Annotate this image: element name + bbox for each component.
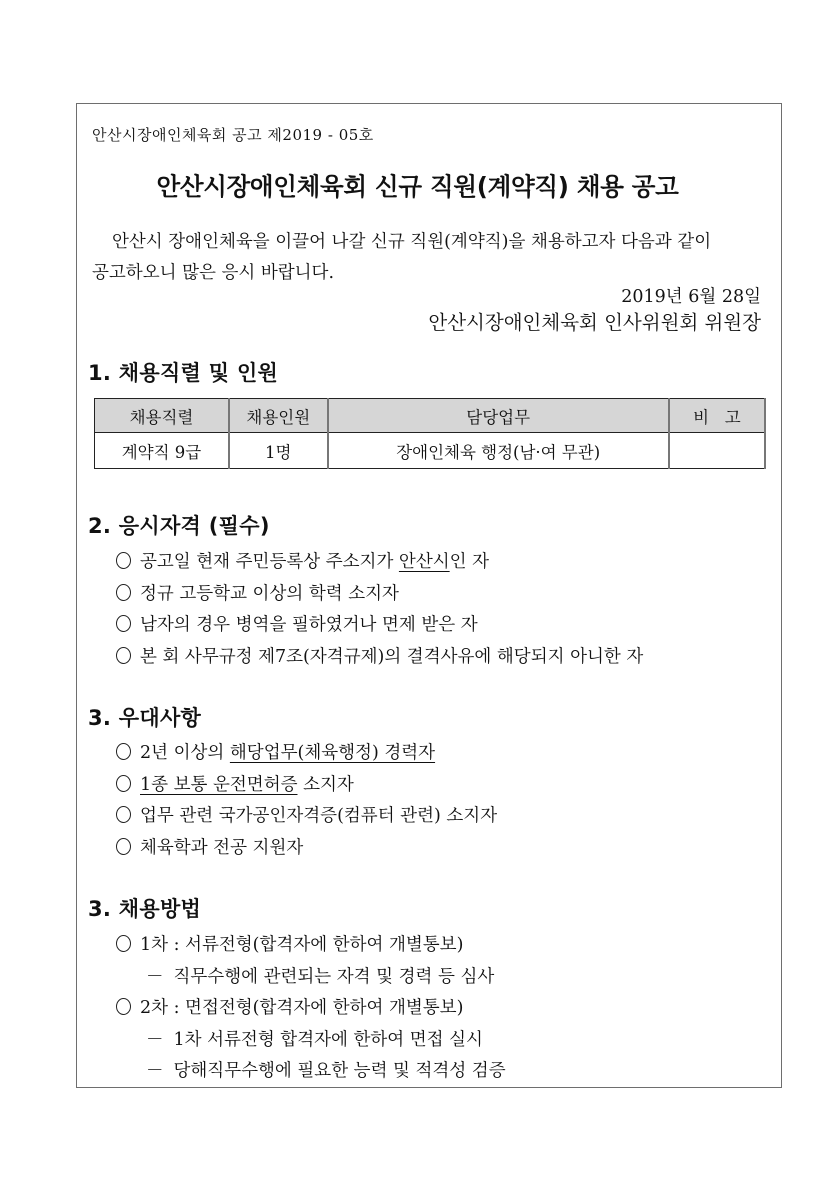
circle-bullet-icon xyxy=(116,775,131,792)
method-list xyxy=(116,928,506,1086)
list-item xyxy=(116,577,643,609)
signer: 안산시장애인체육회 인사위원회 위원장 xyxy=(428,311,761,334)
stage-1-text: 1차 : 서류전형(합격자에 한하여 개별통보) xyxy=(140,935,464,956)
table-header-cell: 채용인원 xyxy=(229,399,328,433)
circle-bullet-icon xyxy=(116,806,131,823)
circle-bullet-icon xyxy=(116,838,131,855)
item-text: 공고일 현재 주민등록상 주소지가 xyxy=(140,552,399,573)
circle-bullet-icon xyxy=(116,615,131,632)
item-text: 인 자 xyxy=(449,552,490,573)
circle-bullet-icon xyxy=(116,647,131,664)
list-item xyxy=(116,831,497,863)
list-item xyxy=(116,608,643,640)
item-text: 정규 고등학교 이상의 학력 소지자 xyxy=(140,583,399,604)
intro-line-2: 공고하오니 많은 응시 바랍니다. xyxy=(92,263,335,283)
intro-paragraph xyxy=(92,227,762,289)
item-text: 업무 관련 국가공인자격증(컴퓨터 관련) 소지자 xyxy=(140,806,498,827)
item-text: 당해직무수행에 필요한 능력 및 적격성 검증 xyxy=(173,1061,506,1082)
table-header-row xyxy=(95,399,766,433)
table-cell: 장애인체육 행정(남·여 무관) xyxy=(328,433,669,469)
stage-2-text: 2차 : 면접전형(합격자에 한하여 개별통보) xyxy=(140,998,464,1019)
circle-bullet-icon xyxy=(116,998,131,1015)
list-item xyxy=(116,736,497,768)
list-item xyxy=(116,991,506,1023)
preferences-list xyxy=(116,736,497,862)
section-heading-qualifications: 2. 응시자격 (필수) xyxy=(88,514,270,538)
table-header-cell: 채용직렬 xyxy=(95,399,229,433)
item-emphasis: 1종 보통 운전면허증 xyxy=(140,774,298,795)
document-title: 안산시장애인체육회 신규 직원(계약직) 채용 공고 xyxy=(156,172,679,201)
item-emphasis: 해당업무(체육행정) 경력자 xyxy=(229,743,436,764)
circle-bullet-icon xyxy=(116,743,131,760)
table-cell: 계약직 9급 xyxy=(95,433,229,469)
list-item xyxy=(116,640,643,672)
table-cell: 1명 xyxy=(229,433,328,469)
item-text: 체육학과 전공 지원자 xyxy=(140,837,304,858)
table-row xyxy=(95,433,766,469)
item-text: 1차 서류전형 합격자에 한하여 면접 실시 xyxy=(173,1029,483,1050)
list-item xyxy=(116,768,497,800)
list-subitem xyxy=(116,1054,506,1086)
notice-number: 안산시장애인체육회 공고 제2019 - 05호 xyxy=(92,126,374,144)
list-subitem xyxy=(116,960,506,992)
table-cell xyxy=(669,433,765,469)
item-text: 소지자 xyxy=(297,774,354,795)
intro-line-1: 안산시 장애인체육을 이끌어 나갈 신규 직원(계약직)을 채용하고자 다음과 같이 xyxy=(112,232,712,252)
section-heading-preferences: 3. 우대사항 xyxy=(88,706,202,730)
dash-bullet-icon: － xyxy=(146,966,164,987)
table-header-cell: 담당업무 xyxy=(328,399,669,433)
item-text: 본 회 사무규정 제7조(자격규제)의 결격사유에 해당되지 아니한 자 xyxy=(140,646,644,667)
circle-bullet-icon xyxy=(116,552,131,569)
section-heading-positions: 1. 채용직렬 및 인원 xyxy=(88,361,279,385)
list-subitem xyxy=(116,1023,506,1055)
item-text: 직무수행에 관련되는 자격 및 경력 등 심사 xyxy=(173,966,495,987)
section-heading-method: 3. 채용방법 xyxy=(88,897,202,921)
list-item xyxy=(116,928,506,960)
list-item xyxy=(116,799,497,831)
circle-bullet-icon xyxy=(116,584,131,601)
dash-bullet-icon: － xyxy=(146,1029,164,1050)
item-text: 남자의 경우 병역을 필하였거나 면제 받은 자 xyxy=(140,615,478,636)
notice-date: 2019년 6월 28일 xyxy=(621,287,761,307)
list-item xyxy=(116,545,643,577)
dash-bullet-icon: － xyxy=(146,1061,164,1082)
item-emphasis: 안산시 xyxy=(398,552,450,573)
item-text: 2년 이상의 xyxy=(140,743,230,764)
qualifications-list xyxy=(116,545,643,671)
positions-table xyxy=(94,398,766,469)
circle-bullet-icon xyxy=(116,935,131,952)
table-header-cell: 비 고 xyxy=(669,399,765,433)
